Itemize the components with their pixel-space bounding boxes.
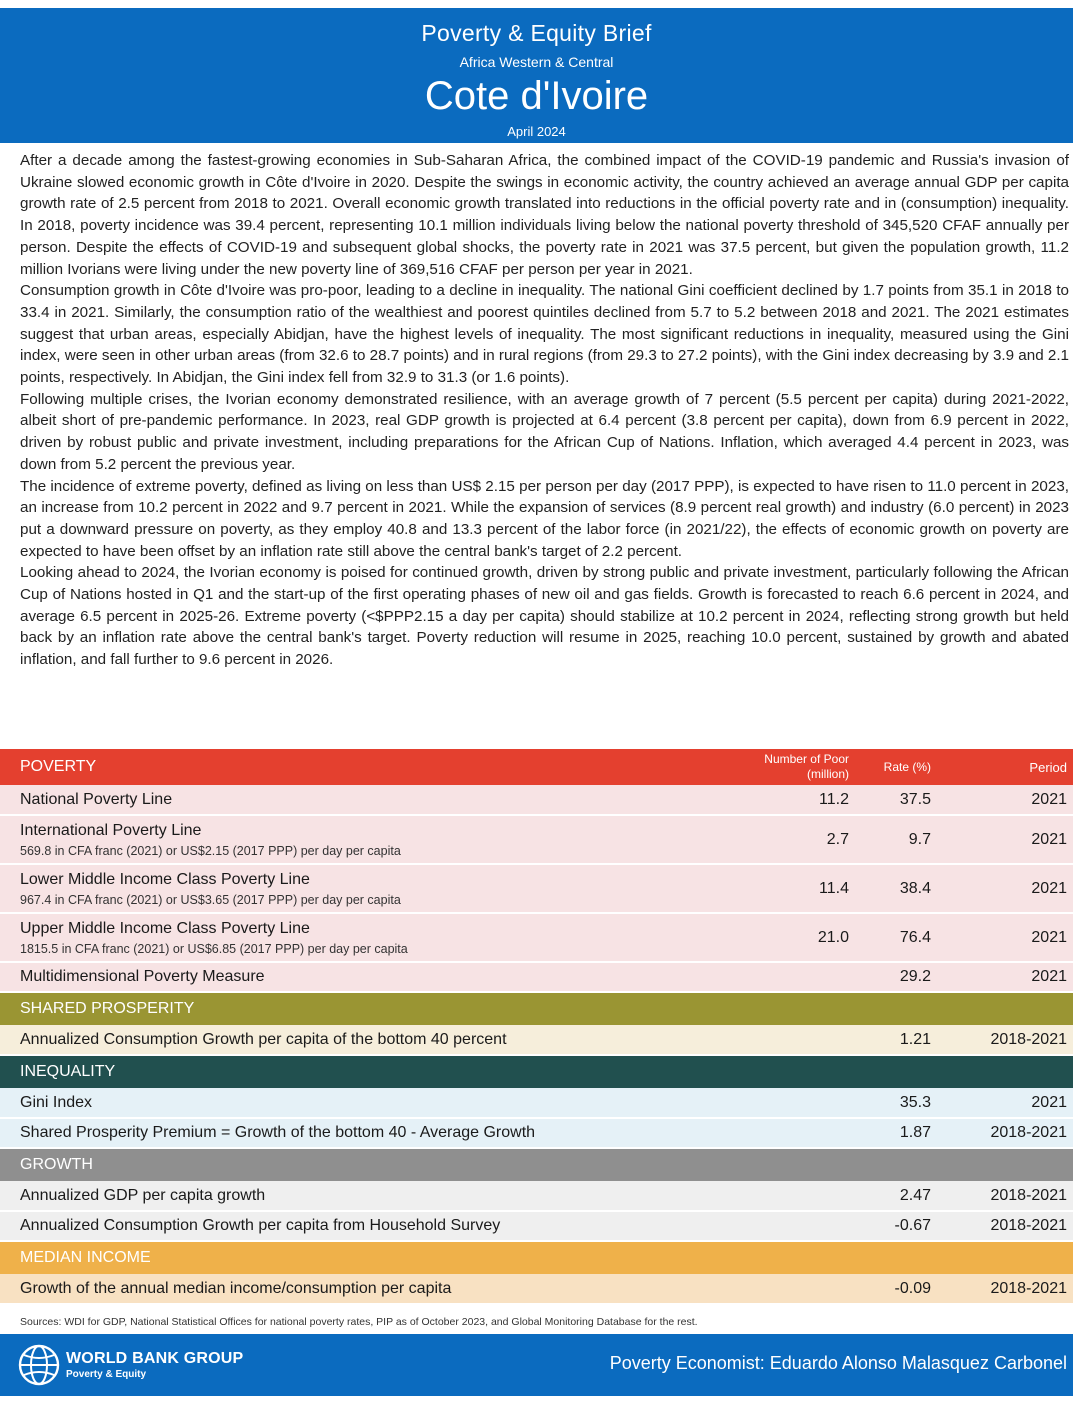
- indicators-table: [0, 749, 1073, 1305]
- shared-prosperity-section-header: [0, 992, 1073, 1025]
- col-number-of-poor: Number of Poor (million): [764, 752, 849, 781]
- brief-body: [20, 150, 1069, 671]
- row-value: 35.3: [857, 1088, 939, 1118]
- paragraph: After a decade among the fastest-growing economies in Sub-Saharan Africa, the combined impact of the COVID-19 pandemic and Russia's invasion of Ukraine slowed economic growth in Côte d'Ivoire in 2020. Despite the swings in economic activity, the country achieved an average annual GDP per capita growth rate of 2.5 percent from 2018 to 2021. Overall economic growth translated into reductions in the official poverty rate and in (consumption) inequality. In 2018, poverty incidence was 39.4 percent, representing 10.1 million individuals living below the national poverty threshold of 345,520 CFAF annually per person. Despite the effects of COVID-19 and subsequent global shocks, the poverty rate in 2021 was 37.5 percent, but given the population growth, 11.2 million Ivorians were living under the new poverty line of 369,516 CFAF per person per year in 2021.: [20, 152, 1069, 278]
- row-period: 2018-2021: [939, 1025, 1073, 1055]
- row-period: 2021: [939, 785, 1073, 815]
- table-row: [0, 1118, 1073, 1148]
- row-label-cell: [0, 913, 747, 962]
- row-label: Upper Middle Income Class Poverty Line: [20, 919, 310, 937]
- org-subtitle: Poverty & Equity: [66, 1369, 147, 1380]
- section-title: SHARED PROSPERITY: [20, 1000, 195, 1017]
- paragraph: The incidence of extreme poverty, defined as living on less than US$ 2.15 per person per day (2017 PPP), is expected to have risen to 11.0 percent in 2023, an increase from 10.2 percent in 2022 and 9.7 percent in 2021. While the expansion of services (8.9 percent real growth) and industry (6.0 percent) in 2023 put a downward pressure on poverty, as they employ 40.8 and 13.3 percent of the labor force (in 2021/22), the effects of economic growth on poverty are expected to have been offset by an inflation rate still above the central bank's target of 2.2 percent.: [20, 477, 1069, 560]
- col-rate: Rate (%): [883, 759, 931, 774]
- row-period: 2018-2021: [939, 1274, 1073, 1304]
- org-name: WORLD BANK GROUP: [66, 1350, 244, 1367]
- row-label-cell: [0, 864, 747, 913]
- row-poor: 21.0: [747, 913, 857, 962]
- row-label-cell: [0, 815, 747, 864]
- section-title: GROWTH: [20, 1156, 93, 1173]
- table-row: [0, 1274, 1073, 1304]
- row-value: 1.87: [857, 1118, 939, 1148]
- globe-icon: [18, 1344, 60, 1386]
- row-value: 1.21: [857, 1025, 939, 1055]
- table-row: [0, 1211, 1073, 1241]
- median-income-section-header: [0, 1241, 1073, 1274]
- row-period: 2018-2021: [939, 1181, 1073, 1211]
- row-label: Multidimensional Poverty Measure: [0, 962, 747, 992]
- country-title: Cote d'Ivoire: [424, 74, 649, 118]
- row-sublabel: 1815.5 in CFA franc (2021) or US$6.85 (2017 PPP) per day per capita: [20, 941, 408, 956]
- table-row: [0, 1088, 1073, 1118]
- table-row: [0, 785, 1073, 815]
- row-period: 2021: [939, 1088, 1073, 1118]
- row-label: National Poverty Line: [0, 785, 747, 815]
- row-value: -0.67: [857, 1211, 939, 1241]
- row-rate: 29.2: [857, 962, 939, 992]
- inequality-section-header: [0, 1055, 1073, 1088]
- region-label: Africa Western & Central: [459, 54, 614, 70]
- row-period: 2021: [939, 864, 1073, 913]
- sources-note: Sources: WDI for GDP, National Statistical Offices for national poverty rates, PIP as of October 2023, and Global Monitoring Database for the rest.: [20, 1316, 698, 1328]
- row-poor: 11.2: [747, 785, 857, 815]
- row-label: Growth of the annual median income/consumption per capita: [0, 1274, 857, 1304]
- poverty-economist: Poverty Economist: Eduardo Alonso Malasquez Carbonel: [609, 1353, 1067, 1373]
- row-label: Annualized Consumption Growth per capita from Household Survey: [0, 1211, 857, 1241]
- paragraph: Consumption growth in Côte d'Ivoire was pro-poor, leading to a decline in inequality. The national Gini coefficient declined by 1.7 points from 35.1 in 2018 to 33.4 in 2021. Similarly, the consumption ratio of the wealthiest and poorest quintiles declined from 5.7 to 5.2 between 2018 and 2021. The 2021 estimates suggest that urban areas, especially Abidjan, have the highest levels of inequality. The most significant reductions in inequality, measured using the Gini index, were seen in other urban areas (from 32.6 to 28.7 points) and in rural regions (from 29.3 to 27.2 points), with the Gini index decreasing by 3.9 and 2.1 points, respectively. In Abidjan, the Gini index fell from 32.9 to 31.3 (or 1.6 points).: [20, 282, 1069, 387]
- brief-title: Poverty & Equity Brief: [421, 20, 652, 46]
- row-period: 2018-2021: [939, 1118, 1073, 1148]
- paragraph: Following multiple crises, the Ivorian economy demonstrated resilience, with an average growth of 7 percent (5.5 percent per capita) during 2021-2022, albeit short of pre-pandemic performance. In 2023, real GDP growth is projected at 6.4 percent (3.8 percent per capita), down from 6.9 percent in 2022, driven by robust public and private investment, including preparations for the African Cup of Nations. Inflation, which averaged 4.4 percent in 2023, was down from 5.2 percent the previous year.: [20, 390, 1069, 473]
- row-label: Gini Index: [0, 1088, 857, 1118]
- brief-header: [0, 8, 1073, 143]
- paragraph: Looking ahead to 2024, the Ivorian economy is poised for continued growth, driven by strong public and private investment, particularly following the African Cup of Nations hosted in Q1 and the start-up of the first operating phases of new oil and gas fields. Growth is forecasted to reach 6.6 percent in 2024, and average 6.5 percent in 2025-26. Extreme poverty (<$PPP2.15 a day per capita) should stabilize at 10.2 percent in 2024, reflecting strong growth but held back by an inflation rate above the central bank's target. Poverty reduction will resume in 2025, reaching 10.0 percent, sustained by growth and abated inflation, and fall further to 9.6 percent in 2026.: [20, 564, 1069, 669]
- row-rate: 38.4: [857, 864, 939, 913]
- row-rate: 76.4: [857, 913, 939, 962]
- table-row: [0, 1181, 1073, 1211]
- section-title: POVERTY: [20, 758, 97, 775]
- footer-bar: [0, 1334, 1073, 1396]
- row-poor: 2.7: [747, 815, 857, 864]
- col-period: Period: [1029, 759, 1067, 775]
- row-rate: 37.5: [857, 785, 939, 815]
- row-poor: [747, 962, 857, 992]
- row-rate: 9.7: [857, 815, 939, 864]
- row-sublabel: 569.8 in CFA franc (2021) or US$2.15 (2017 PPP) per day per capita: [20, 843, 401, 858]
- row-label: Annualized GDP per capita growth: [0, 1181, 857, 1211]
- section-title: MEDIAN INCOME: [20, 1249, 151, 1266]
- table-row: [0, 864, 1073, 913]
- publication-date: April 2024: [507, 124, 566, 139]
- table-row: [0, 962, 1073, 992]
- row-sublabel: 967.4 in CFA franc (2021) or US$3.65 (2017 PPP) per day per capita: [20, 892, 401, 907]
- growth-section-header: [0, 1148, 1073, 1181]
- poverty-section-header: [0, 749, 1073, 785]
- table-row: [0, 815, 1073, 864]
- row-period: 2018-2021: [939, 1211, 1073, 1241]
- row-period: 2021: [939, 962, 1073, 992]
- row-period: 2021: [939, 913, 1073, 962]
- row-value: -0.09: [857, 1274, 939, 1304]
- row-label: Annualized Consumption Growth per capita of the bottom 40 percent: [0, 1025, 857, 1055]
- row-poor: 11.4: [747, 864, 857, 913]
- table-row: [0, 1025, 1073, 1055]
- row-label: International Poverty Line: [20, 821, 202, 839]
- table-row: [0, 913, 1073, 962]
- section-title: INEQUALITY: [20, 1063, 116, 1080]
- row-label: Lower Middle Income Class Poverty Line: [20, 870, 310, 888]
- row-period: 2021: [939, 815, 1073, 864]
- row-label: Shared Prosperity Premium = Growth of the bottom 40 - Average Growth: [0, 1118, 857, 1148]
- row-value: 2.47: [857, 1181, 939, 1211]
